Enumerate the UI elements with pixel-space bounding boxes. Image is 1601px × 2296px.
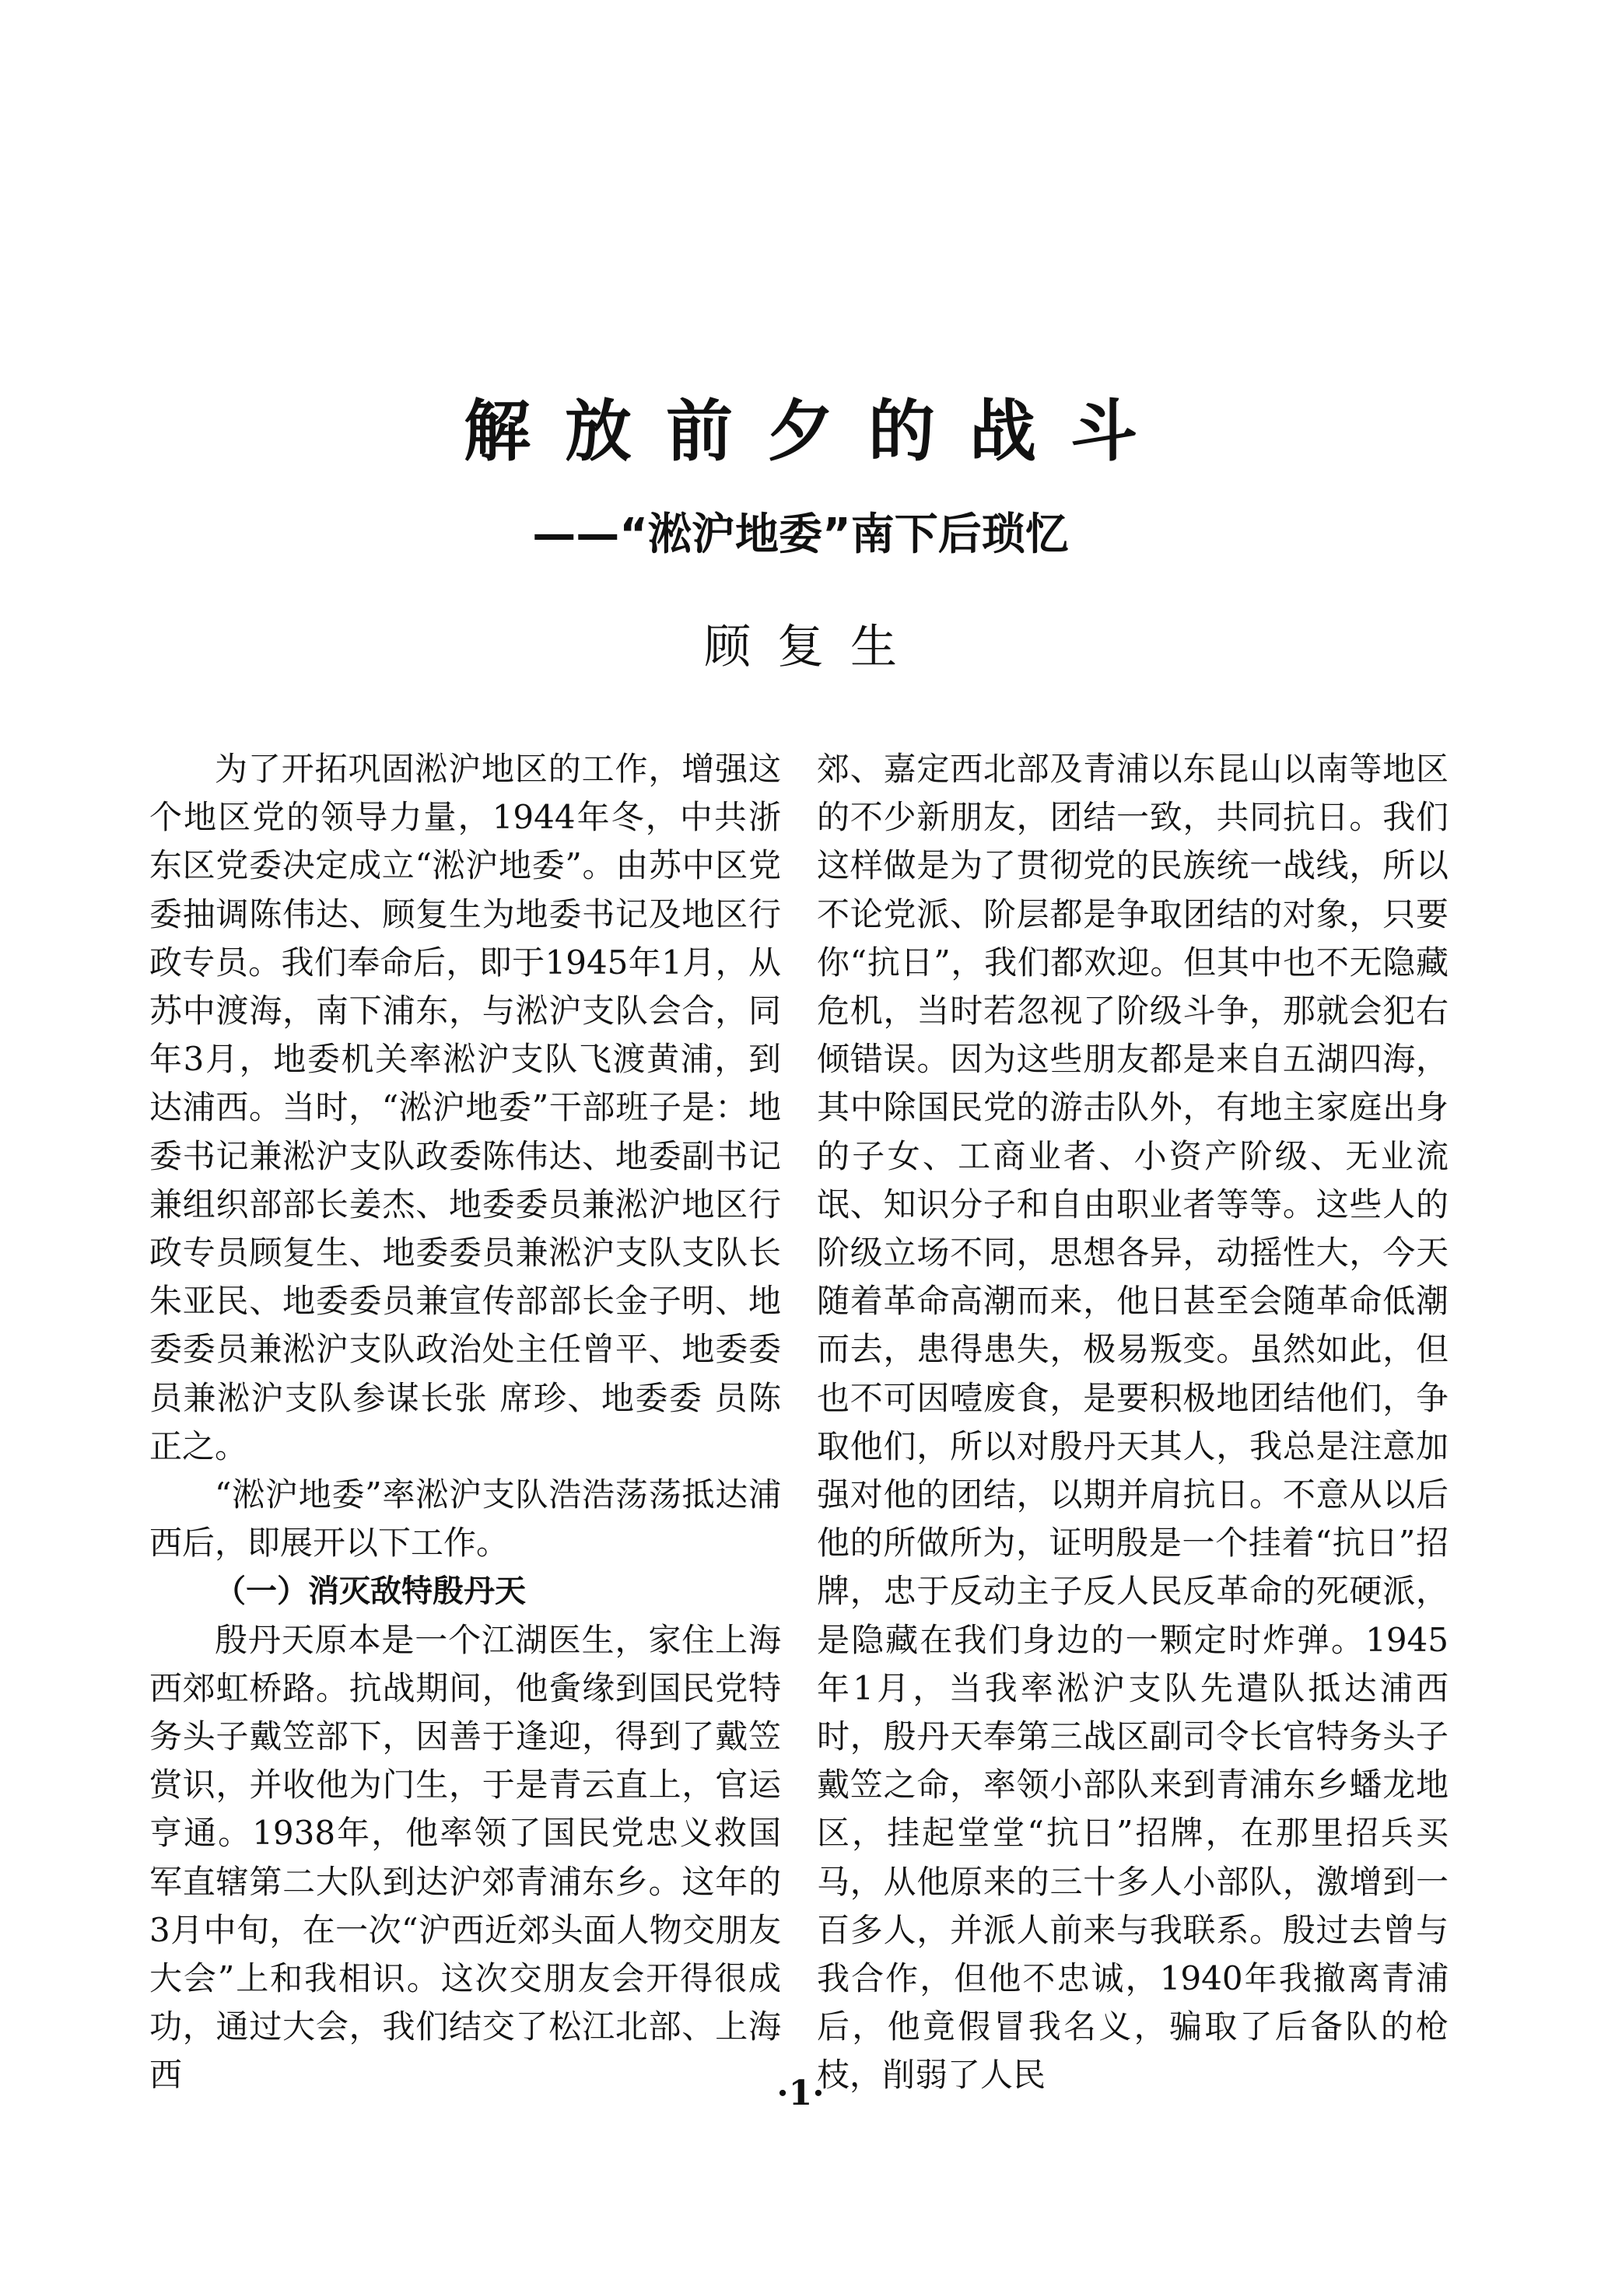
body-paragraph: 为了开拓巩固淞沪地区的工作，增强这个地区党的领导力量，1944年冬，中共浙东区党委决定成立“淞沪地委”。由苏中区党委抽调陈伟达、顾复生为地委书记及地区行政专员。我们奉命后，即于1945年1月，从苏中渡海，南下浦东，与淞沪支队会合，同年3月，地委机关率淞沪支队飞渡黄浦，到达浦西。当时，“淞沪地委”干部班子是：地委书记兼淞沪支队政委陈伟达、地委副书记兼组织部部长姜杰、地委委员兼淞沪地区行政专员顾复生、地委委员兼淞沪支队支队长朱亚民、地委委员兼宣传部部长金子明、地委委员兼淞沪支队政治处主任曾平、地委委员兼淞沪支队参谋长张 席珍、地委委 员陈正之。 [149,750,781,1465]
author-name: 顾复生 [704,620,923,674]
body-paragraph: 郊、嘉定西北部及青浦以东昆山以南等地区的不少新朋友，团结一致，共同抗日。我们这样做是为了贯彻党的民族统一战线，所以不论党派、阶层都是争取团结的对象，只要你“抗日”，我们都欢迎。但其中也不无隐藏危机，当时若忽视了阶级斗争，那就会犯右倾错误。因为这些朋友都是来自五湖四海，其中除国民党的游击队外，有地主家庭出身的子女、工商业者、小资产阶级、无业流氓、知识分子和自由职业者等等。这些人的阶级立场不同，思想各异，动摇性大，今天随着革命高潮而来，他日甚至会随革命低潮而去，患得患失，极易叛变。虽然如此，但也不可因噎废食，是要积极地团结他们，争取他们，所以对殷丹天其人，我总是注意加强对他的团结，以期并肩抗日。不意从以后他的所做所为，证明殷是一个挂着“抗日”招牌，忠于反动主子反人民反革命的死硬派，是隐藏在我们身边的一颗定时炸弹。1945年1月，当我率淞沪支队先遣队抵达浦西时，殷丹天奉第三战区副司令长官特务头子戴笠之命，率领小部队来到青浦东乡蟠龙地区，挂起堂堂“抗日”招牌，在那里招兵买马，从他原来的三十多人小部队，激增到一百多人，并派人前来与我联系。殷过去曾与我合作，但他不忠诚，1940年我撤离青浦后，他竟假冒我名义，骗取了后备队的枪枝，削弱了人民 [817,750,1449,2095]
article-subtitle: ——“淞沪地委”南下后琐忆 [532,509,1069,560]
body-paragraph: “淞沪地委”率淞沪支队浩浩荡荡抵达浦西后，即展开以下工作。 [149,1475,781,1563]
section-heading: （一）消灭敌特殷丹天 [215,1573,526,1610]
page-number: ·1· [776,2074,825,2113]
article-title: 解放前夕的战斗 [464,393,1172,471]
left-column [149,745,781,2100]
body-paragraph: 殷丹天原本是一个江湖医生，家住上海西郊虹桥路。抗战期间，他夤缘到国民党特务头子戴笠部下，因善于逢迎，得到了戴笠赏识，并收他为门生，于是青云直上，官运亨通。1938年，他率领了国民党忠义救国军直辖第二大队到达沪郊青浦东乡。这年的3月中旬，在一次“沪西近郊头面人物交朋友大会”上和我相识。这次交朋友会开得很成功，通过大会，我们结交了松江北部、上海西 [149,1620,781,2095]
right-column [817,745,1449,2100]
